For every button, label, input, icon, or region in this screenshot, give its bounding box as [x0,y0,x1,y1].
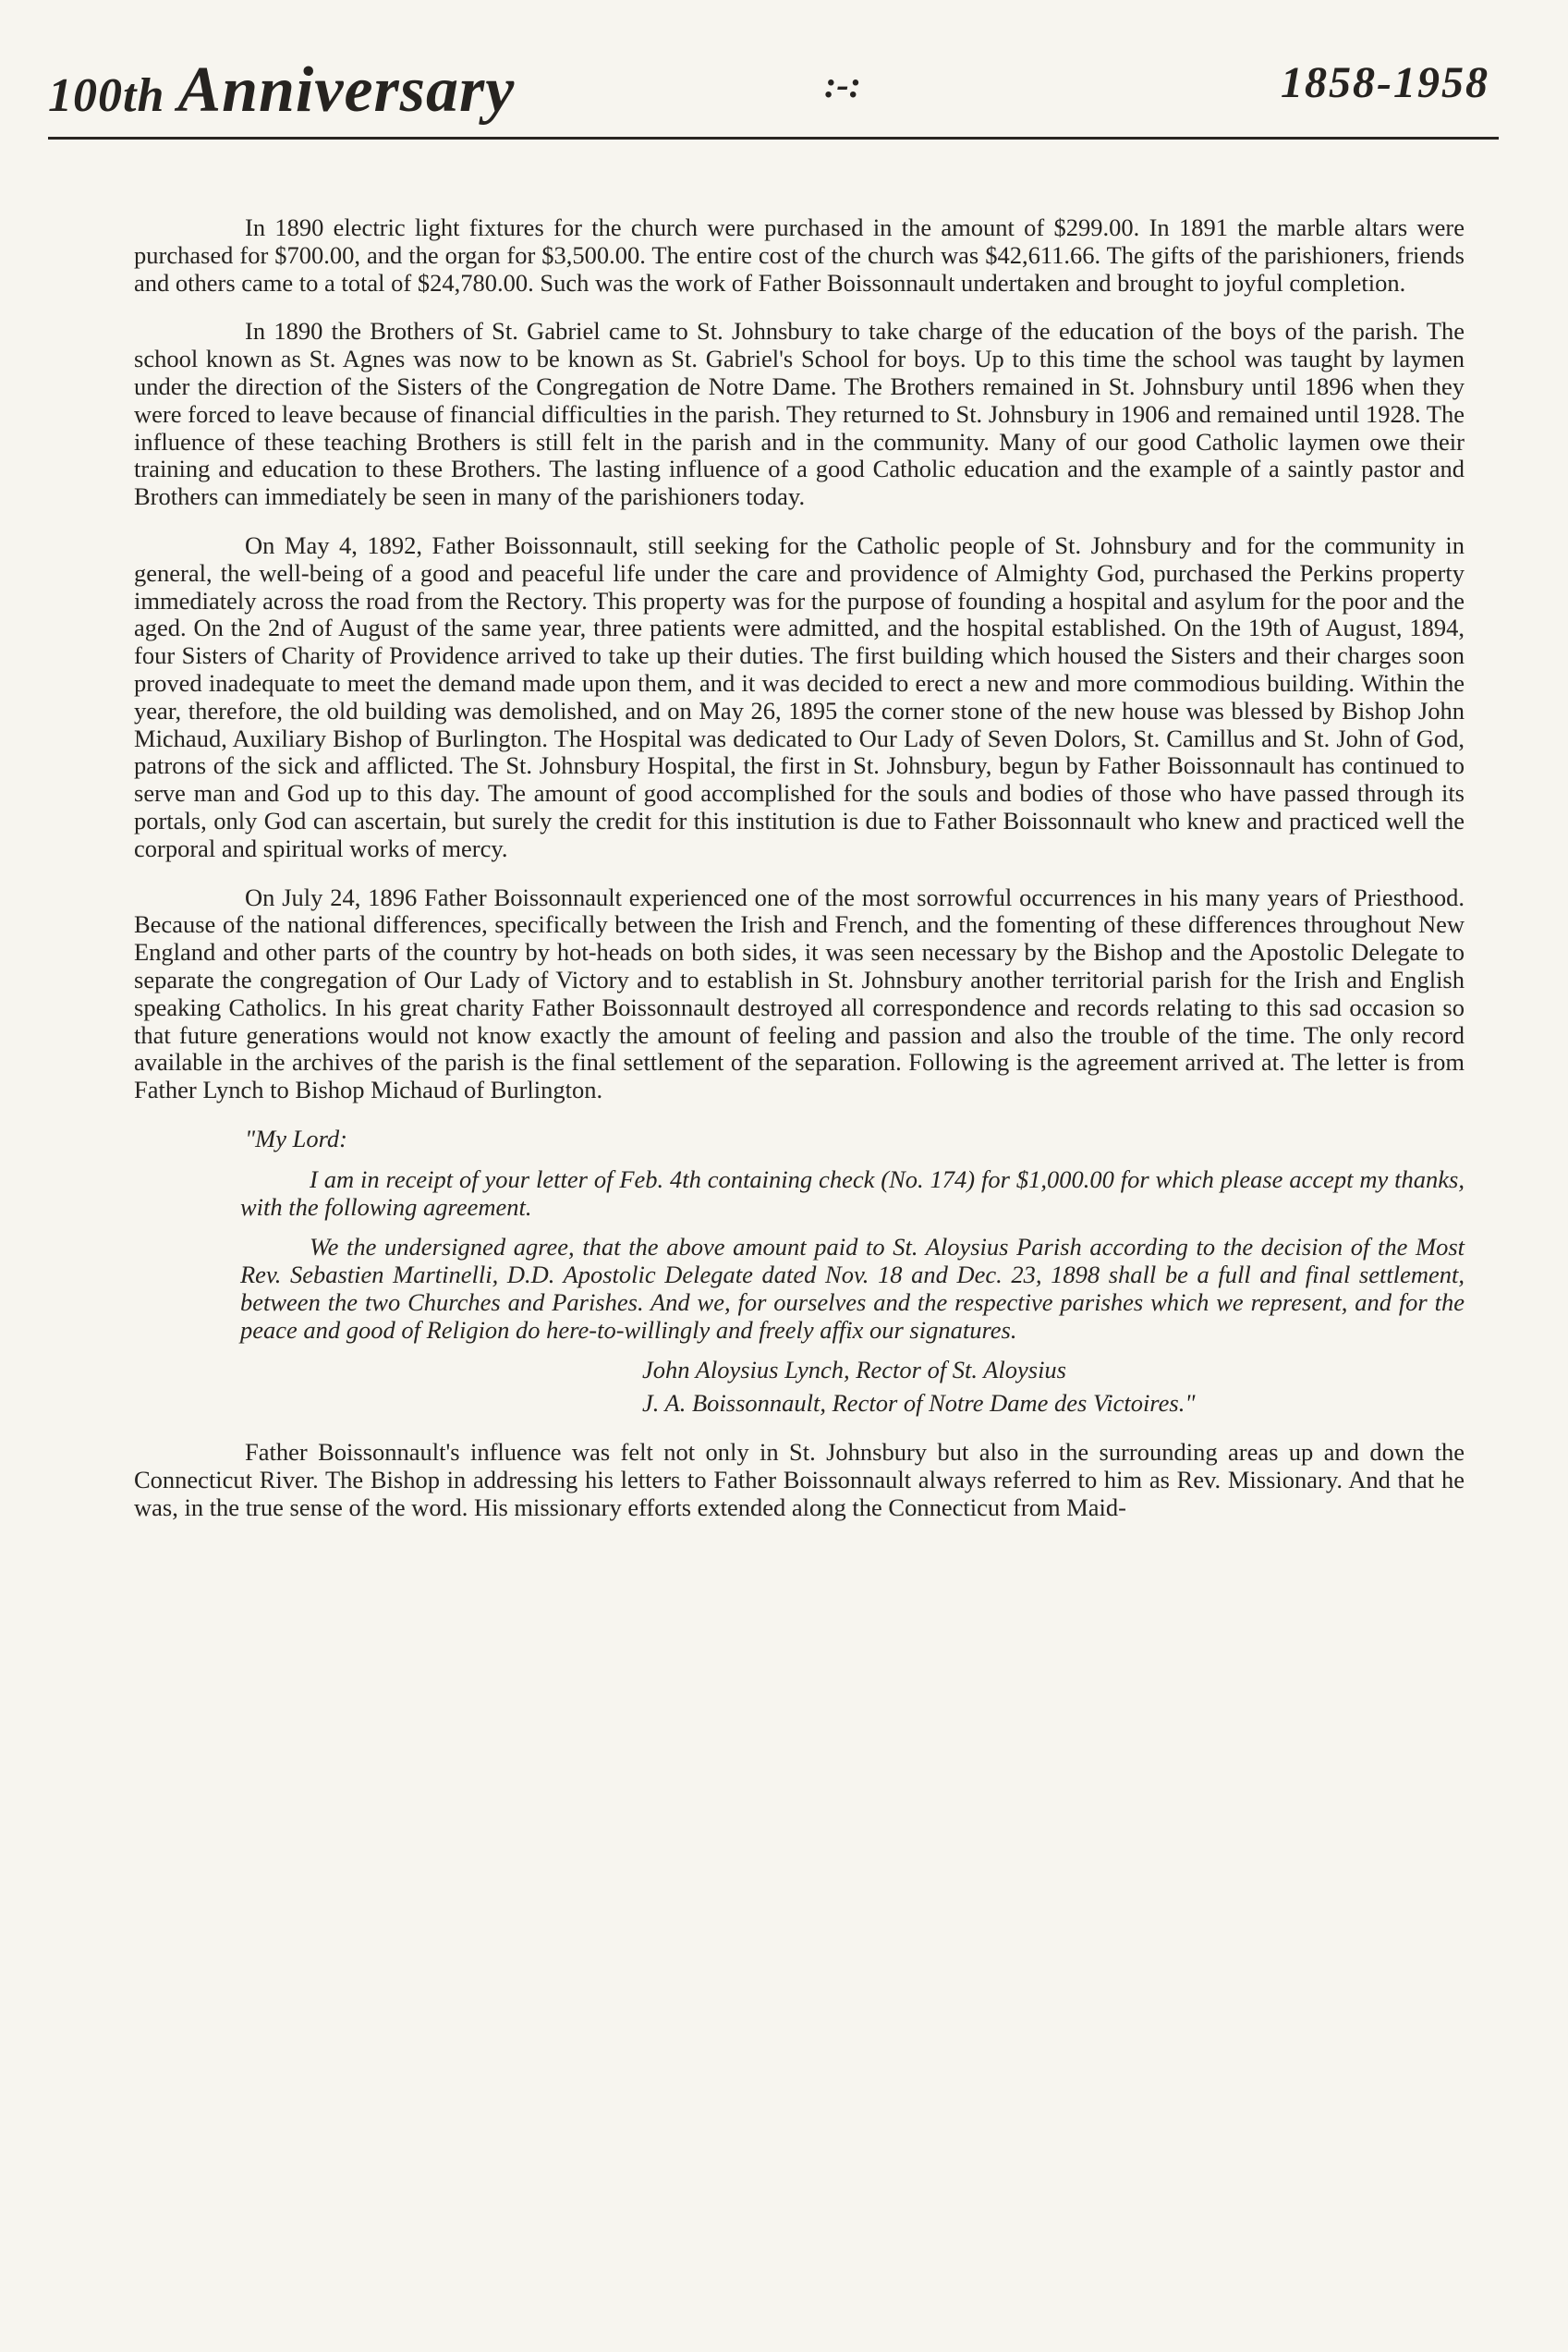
letter-paragraph: We the undersigned agree, that the above amount paid to St. Aloysius Parish according to the decision of the Most Rev. Sebastien Martinelli, D.D. Apostolic Delegate dated Nov. 18 and Dec. 23, 1898 shall be a full and final settlement, between the two Churches and Parishes. And we, for ourselves and the respective parishes which we represent, and for the peace and good of Religion do here-to-willingly and freely affix our signatures. [240,1233,1465,1344]
body-text [134,214,1465,1542]
anniversary-number: 100th [48,69,165,122]
paragraph-brothers: In 1890 the Brothers of St. Gabriel came to St. Johnsbury to take charge of the education of the boys of the parish. The school known as St. Agnes was now to be known as St. Gabriel's School for boys. Up to this time the school was taught by laymen under the direction of the Sisters of the Congregation de Notre Dame. The Brothers remained in St. Johnsbury until 1896 when they were forced to leave because of financial difficulties in the parish. They returned to St. Johnsbury in 1906 and remained until 1928. The influence of these teaching Brothers is still felt in the parish and in the community. Many of our good Catholic laymen owe their training and education to these Brothers. The lasting influence of a good Catholic education and the example of a saintly pastor and Brothers can immediately be seen in many of the parishioners today. [134,317,1465,511]
letter-signatures [642,1357,1465,1418]
anniversary-title [48,54,515,128]
letter-paragraph: I am in receipt of your letter of Feb. 4th containing check (No. 174) for $1,000.00 for which please accept my thanks, with the following agreement. [240,1164,1465,1221]
paragraph-hospital: On May 4, 1892, Father Boissonnault, still seeking for the Catholic people of St. Johnsbury and for the community in general, the well-being of a good and peaceful life under the care and providence of Almighty God, purchased the Perkins property immediately across the road from the Rectory. This property was for the purpose of founding a hospital and asylum for the poor and the aged. On the 2nd of August of the same year, three patients were admitted, and the hospital established. On the 19th of August, 1894, four Sisters of Charity of Providence arrived to take up their duties. The first building which housed the Sisters and their charges soon proved inadequate to meet the demand made upon them, and it was decided to erect a new and more commodious building. Within the year, therefore, the old building was demolished, and on May 26, 1895 the corner stone of the new house was blessed by Bishop John Michaud, Auxiliary Bishop of Burlington. The Hospital was dedicated to Our Lady of Seven Dolors, St. Camillus and St. John of God, patrons of the sick and afflicted. The St. Johnsbury Hospital, the first in St. Johnsbury, begun by Father Boissonnault has continued to serve man and God up to this day. The amount of good accomplished for the souls and bodies of those who have passed through its portals, only God can ascertain, but surely the credit for this institution is due to Father Boissonnault who knew and practiced well the corporal and spiritual works of mercy. [134,530,1465,862]
quoted-letter [134,1126,1465,1418]
paragraph-missionary: Father Boissonnault's influence was felt not only in St. Johnsbury but also in the surrounding areas up and down the Connecticut River. The Bishop in addressing his letters to Father Boissonnault always referred to him as Rev. Missionary. And that he was, in the true sense of the word. His missionary efforts extended along the Connecticut from Maid- [134,1438,1465,1521]
page-header [48,37,1499,139]
letter-salutation: "My Lord: [245,1124,347,1152]
header-ornament: :-: [824,64,861,105]
header-rule [48,137,1499,140]
paragraph-costs: In 1890 electric light fixtures for the church were purchased in the amount of $299.00. In 1891 the marble altars were purchased for $700.00, and the organ for $3,500.00. The entire cost of the church was $42,611.66. The gifts of the parishioners, friends and others came to a total of $24,780.00. Such was the work of Father Boissonnault undertaken and brought to joyful completion. [134,213,1465,297]
paragraph-separation: On July 24, 1896 Father Boissonnault experienced one of the most sorrowful occurrences in his many years of Priesthood. Because of the national differences, specifically between the Irish and French, and the fomenting of these differences throughout New England and other parts of the country by hot-heads on both sides, it was seen necessary by the Bishop and the Apostolic Delegate to separate the congregation of Our Lady of Victory and to establish in St. Johnsbury another territorial parish for the Irish and English speaking Catholics. In his great charity Father Boissonnault destroyed all correspondence and records relating to this sad occasion so that future generations would not know exactly the amount of feeling and passion and also the trouble of the time. The only record available in the archives of the parish is the final settlement of the separation. Following is the agreement arrived at. The letter is from Father Lynch to Bishop Michaud of Burlington. [134,883,1465,1104]
signature-lynch: John Aloysius Lynch, Rector of St. Aloysius [642,1356,1066,1384]
signature-boissonnault: J. A. Boissonnault, Rector of Notre Dame des Victoires." [642,1389,1196,1418]
year-range: 1858-1958 [1281,58,1489,107]
anniversary-word: Anniversary [177,55,516,126]
